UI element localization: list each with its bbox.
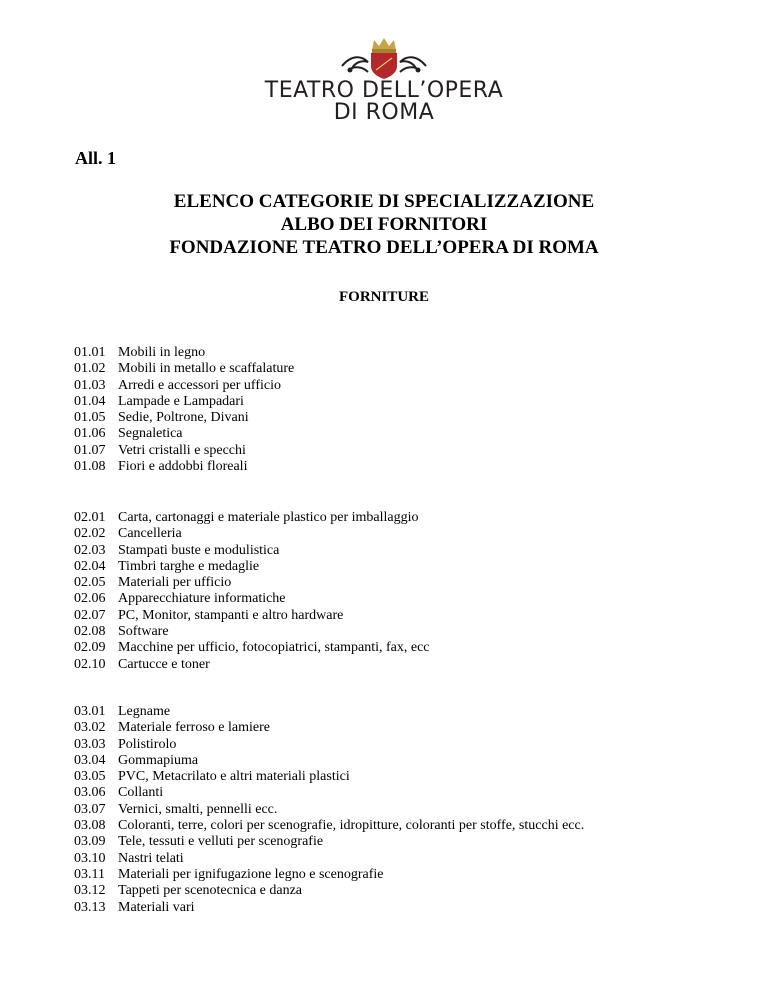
- category-item: [74, 900, 584, 916]
- section-title: FORNITURE: [338, 289, 429, 305]
- category-code: 03.01: [74, 704, 106, 719]
- category-label: Arredi e accessori per ufficio: [118, 377, 281, 393]
- category-item: [74, 426, 294, 442]
- category-label: Collanti: [118, 785, 164, 801]
- category-item: [74, 559, 430, 575]
- category-code: 02.01: [74, 510, 106, 525]
- category-item: [74, 818, 584, 834]
- category-item: [74, 640, 430, 656]
- category-item: [74, 575, 430, 591]
- category-item: [74, 459, 294, 475]
- category-label: Gommapiuma: [118, 752, 199, 768]
- category-label: Sedie, Poltrone, Divani: [118, 410, 249, 426]
- category-label: Timbri targhe e medaglie: [118, 558, 260, 574]
- category-code: 03.12: [74, 883, 106, 899]
- category-item: [74, 608, 430, 624]
- crown-shield-emblem-icon: [258, 36, 510, 80]
- category-item: [74, 394, 294, 410]
- category-code: 02.02: [74, 526, 106, 542]
- category-item: [74, 851, 584, 867]
- category-label: Lampade e Lampadari: [118, 393, 244, 409]
- category-label: Vernici, smalti, pennelli ecc.: [118, 801, 278, 817]
- category-code: 03.10: [74, 850, 106, 866]
- category-group-01: [74, 345, 294, 475]
- category-code: 02.06: [74, 591, 106, 607]
- category-code: 03.03: [74, 736, 106, 752]
- category-label: Software: [118, 624, 169, 640]
- category-label: Materiali per ufficio: [118, 575, 232, 591]
- category-group-03: [74, 704, 584, 916]
- category-code: 01.08: [74, 459, 106, 475]
- category-code: 03.07: [74, 801, 106, 817]
- category-label: Nastri telati: [118, 850, 184, 866]
- category-code: 01.06: [74, 426, 106, 442]
- category-code: 03.08: [74, 818, 106, 834]
- category-item: [74, 510, 430, 526]
- category-label: Coloranti, terre, colori per scenografie, idropitture, coloranti per stoffe, stucchi ecc.: [118, 818, 585, 834]
- category-code: 01.01: [74, 345, 106, 360]
- category-label: Materiale ferroso e lamiere: [118, 720, 270, 736]
- category-code: 01.03: [74, 377, 106, 393]
- category-item: [74, 361, 294, 377]
- category-label: Stampati buste e modulistica: [118, 542, 280, 558]
- category-label: Carta, cartonaggi e materiale plastico per imballaggio: [118, 510, 419, 525]
- category-code: 03.09: [74, 834, 106, 850]
- category-code: 03.11: [74, 866, 105, 882]
- category-item: [74, 737, 584, 753]
- category-label: Tappeti per scenotecnica e danza: [118, 883, 303, 899]
- category-item: [74, 526, 430, 542]
- category-label: Materiali vari: [118, 899, 195, 915]
- category-code: 01.02: [74, 361, 106, 377]
- category-code: 03.13: [74, 899, 106, 915]
- category-label: PC, Monitor, stampanti e altro hardware: [118, 607, 344, 623]
- logo-title-line2: DI ROMA: [333, 100, 435, 125]
- category-item: [74, 785, 584, 801]
- category-code: 03.05: [74, 769, 106, 785]
- document-title-line3: FONDAZIONE TEATRO DELL’OPERA DI ROMA: [169, 237, 599, 258]
- category-label: Vetri cristalli e specchi: [118, 442, 246, 458]
- category-label: Apparecchiature informatiche: [118, 591, 286, 607]
- category-code: 02.09: [74, 640, 106, 656]
- category-label: Cancelleria: [118, 526, 182, 542]
- document-title-line2: ALBO DEI FORNITORI: [280, 214, 488, 235]
- category-item: [74, 769, 584, 785]
- category-label: Tele, tessuti e velluti per scenografie: [118, 834, 324, 850]
- category-item: [74, 834, 584, 850]
- category-item: [74, 410, 294, 426]
- category-item: [74, 591, 430, 607]
- category-label: Macchine per ufficio, fotocopiatrici, stampanti, fax, ecc: [118, 640, 430, 656]
- category-code: 02.04: [74, 558, 106, 574]
- category-label: Mobili in legno: [118, 345, 206, 360]
- category-code: 02.08: [74, 624, 106, 640]
- category-code: 03.04: [74, 752, 106, 768]
- category-item: [74, 802, 584, 818]
- category-code: 02.05: [74, 575, 106, 591]
- category-label: Polistirolo: [118, 736, 177, 752]
- category-label: Materiali per ignifugazione legno e scenografie: [118, 866, 384, 882]
- document-title-line1: ELENCO CATEGORIE DI SPECIALIZZAZIONE: [173, 191, 595, 212]
- category-code: 01.05: [74, 410, 106, 426]
- category-code: 02.10: [74, 656, 106, 672]
- category-item: [74, 378, 294, 394]
- category-label: Cartucce e toner: [118, 656, 210, 672]
- category-code: 01.07: [74, 442, 106, 458]
- category-code: 02.03: [74, 542, 106, 558]
- category-item: [74, 883, 584, 899]
- category-code: 02.07: [74, 607, 106, 623]
- category-item: [74, 704, 584, 720]
- category-code: 03.06: [74, 785, 106, 801]
- category-item: [74, 443, 294, 459]
- category-group-02: [74, 510, 430, 673]
- category-code: 01.04: [74, 393, 106, 409]
- category-label: PVC, Metacrilato e altri materiali plastici: [118, 769, 350, 785]
- category-label: Segnaletica: [118, 426, 183, 442]
- category-item: [74, 543, 430, 559]
- logo-title-line1: TEATRO DELL’OPERA: [264, 78, 504, 103]
- category-item: [74, 345, 294, 361]
- category-code: 03.02: [74, 720, 106, 736]
- category-item: [74, 657, 430, 673]
- attachment-label: All. 1: [75, 148, 117, 168]
- category-label: Mobili in metallo e scaffalature: [118, 361, 295, 377]
- category-label: Fiori e addobbi floreali: [118, 459, 248, 475]
- category-item: [74, 753, 584, 769]
- category-label: Legname: [118, 704, 171, 719]
- category-item: [74, 720, 584, 736]
- category-item: [74, 867, 584, 883]
- theatre-logo: [258, 36, 510, 124]
- category-item: [74, 624, 430, 640]
